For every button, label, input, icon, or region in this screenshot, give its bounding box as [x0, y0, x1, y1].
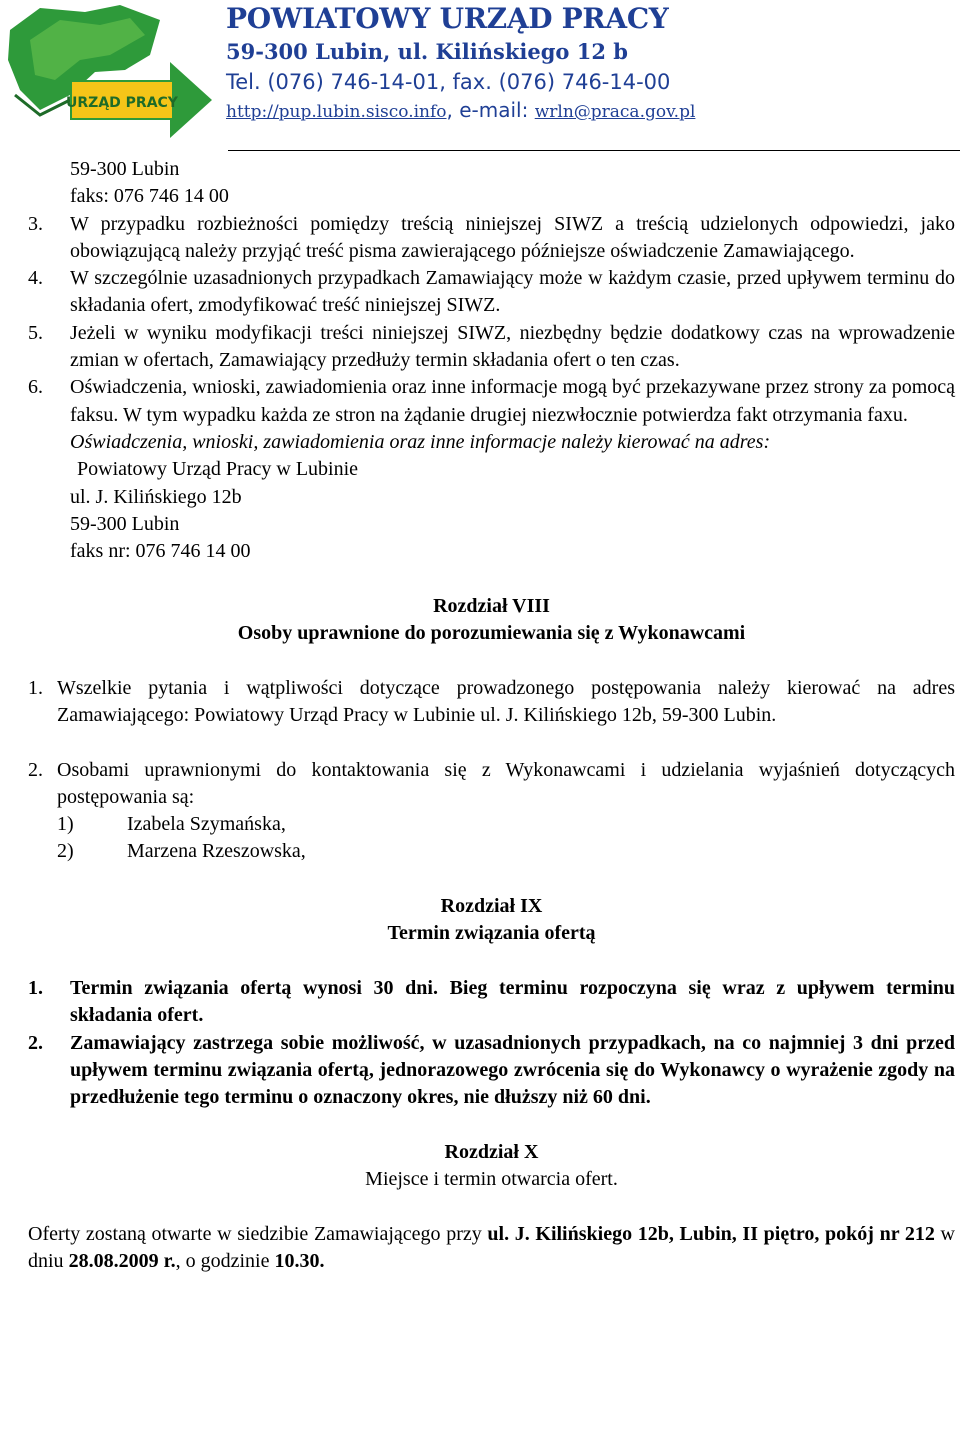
chapter8-title: Rozdział VIII	[433, 594, 550, 617]
email-link[interactable]: wrln@praca.gov.pl	[534, 102, 696, 122]
office-title: POWIATOWY URZĄD PRACY	[226, 2, 669, 35]
address-name: Powiatowy Urząd Pracy w Lubinie	[77, 458, 359, 481]
list-number: 1.	[28, 676, 43, 699]
address-intro: Oświadczenia, wnioski, zawiadomienia oraz inne informacje należy kierować na adres:	[70, 430, 771, 453]
list-text: Jeżeli w wyniku modyfikacji treści niniejszej SIWZ, niezbędny będzie dodatkowy czas na wprowadzenie zmian w ofertach, Zamawiający przedłuży termin składania ofert o ten czas.	[70, 321, 955, 372]
logo-text: URZĄD PRACY	[66, 95, 178, 111]
opening-date: 28.08.2009 r.	[68, 1249, 176, 1272]
email-label: , e-mail:	[446, 98, 535, 122]
opening-text-2: w dniu	[28, 1222, 955, 1272]
opening-paragraph	[28, 1221, 955, 1276]
address-street: ul. J. Kilińskiego 12b	[70, 485, 242, 508]
list-item	[28, 374, 955, 429]
list-number: 4.	[28, 267, 43, 290]
person-item	[28, 811, 955, 838]
chapter9-subtitle: Termin związania ofertą	[387, 922, 596, 945]
header-divider	[228, 150, 960, 151]
list-text: Zamawiający zastrzega sobie możliwość, w uzasadnionych przypadkach, na co najmniej 3 dni przed upływem terminu związania ofertą, jednorazowego zwrócenia się do Wykonawcy o wyrażenie zgody na przedłużenie tego terminu o oznaczony okres, nie dłuższy niż 60 dni.	[70, 1031, 955, 1109]
opening-location: ul. J. Kilińskiego 12b, Lubin, II piętro, pokój nr 212	[487, 1222, 935, 1245]
chapter9-title: Rozdział IX	[440, 895, 543, 918]
office-contact-links	[226, 96, 695, 126]
list-number: 1.	[28, 976, 43, 999]
document-body	[28, 156, 955, 1275]
person-item	[28, 838, 955, 865]
website-link[interactable]: http://pup.lubin.sisco.info	[226, 102, 447, 122]
list-item	[28, 265, 955, 320]
letterhead	[0, 0, 960, 150]
list-item	[28, 757, 955, 812]
chapter10-title: Rozdział X	[444, 1140, 539, 1163]
opening-text-3: , o godzinie	[175, 1249, 275, 1272]
urzad-pracy-logo	[0, 0, 215, 140]
chapter8-subtitle: Osoby uprawnione do porozumiewania się z Wykonawcami	[237, 622, 746, 645]
office-phone: Tel. (076) 746-14-01, fax. (076) 746-14-00	[226, 70, 671, 94]
list-number: 2.	[28, 758, 43, 781]
address-fax: faks nr: 076 746 14 00	[70, 540, 251, 563]
address-city: 59-300 Lubin	[70, 512, 180, 535]
list-text: Termin związania ofertą wynosi 30 dni. Bieg terminu rozpoczyna się wraz z upływem terminu składania ofert.	[70, 976, 955, 1027]
list-text: Wszelkie pytania i wątpliwości dotyczące prowadzonego postępowania należy kierować na adres Zamawiającego: Powiatowy Urząd Pracy w Lubinie ul. J. Kilińskiego 12b, 59-300 Lubin.	[57, 676, 955, 726]
list-number: 2.	[28, 1031, 43, 1054]
list-text: W przypadku rozbieżności pomiędzy treścią niniejszej SIWZ a treścią udzielonych odpowiedzi, jako obowiązującą należy przyjąć treść pisma zawierającego późniejsze oświadczenie Zamawiającego.	[70, 212, 955, 262]
opening-time: 10.30.	[274, 1249, 325, 1272]
chapter10-subtitle: Miejsce i termin otwarcia ofert.	[365, 1167, 618, 1190]
person-name: Izabela Szymańska,	[127, 813, 286, 836]
list-item	[28, 320, 955, 375]
list-item	[28, 1030, 955, 1112]
list-item	[28, 675, 955, 730]
list-item	[28, 975, 955, 1030]
top-city: 59-300 Lubin	[70, 158, 180, 180]
opening-text: Oferty zostaną otwarte w siedzibie Zamawiającego przy	[28, 1222, 488, 1245]
list-item	[28, 211, 955, 266]
list-number: 3.	[28, 212, 43, 235]
list-text: Oświadczenia, wnioski, zawiadomienia oraz inne informacje mogą być przekazywane przez strony za pomocą faksu. W tym wypadku każda ze stron na żądanie drugiej niezwłocznie potwierdza fakt otrzymania faxu.	[70, 376, 955, 426]
office-address: 59-300 Lubin, ul. Kilińskiego 12 b	[226, 39, 628, 64]
list-number: 6.	[28, 376, 43, 399]
list-text: W szczególnie uzasadnionych przypadkach Zamawiający może w każdym czasie, przed upływem terminu do składania ofert, zmodyfikować treść niniejszej SIWZ.	[70, 267, 955, 317]
list-number: 5.	[28, 321, 43, 344]
person-name: Marzena Rzeszowska,	[127, 840, 306, 863]
list-text: Osobami uprawnionymi do kontaktowania się z Wykonawcami i udzielania wyjaśnień dotyczących postępowania są:	[57, 758, 955, 808]
person-number: 1)	[57, 813, 74, 836]
person-number: 2)	[57, 840, 74, 863]
top-fax: faks: 076 746 14 00	[70, 185, 229, 208]
